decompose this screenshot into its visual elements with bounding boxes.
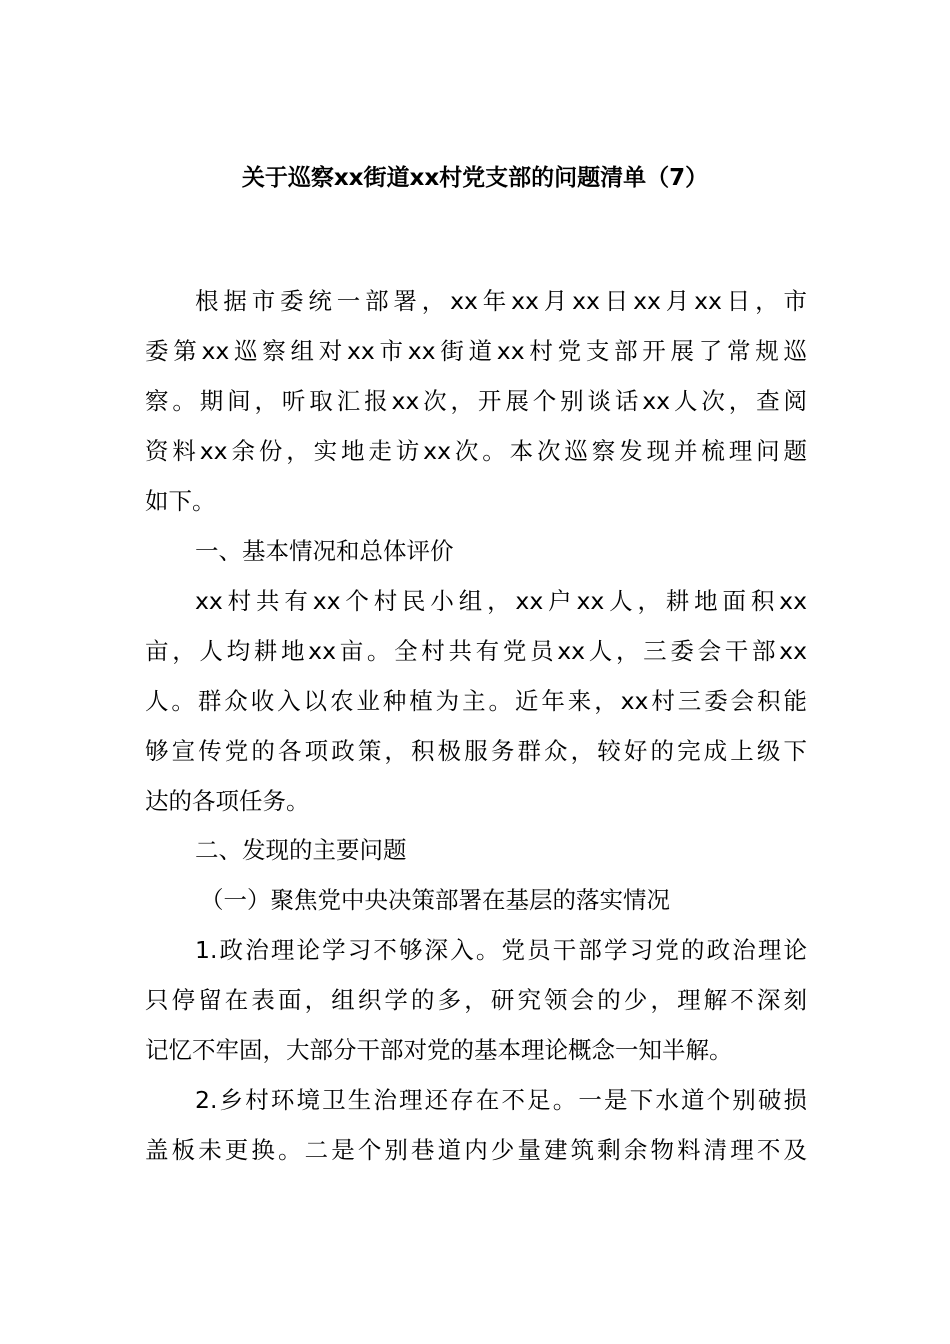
document-title: 关于巡察xx街道xx村党支部的问题清单（7） [241,165,709,191]
paragraph-line: 达的各项任务。 [145,787,310,815]
paragraph-line: 够宣传党的各项政策，积极服务群众，较好的完成上级下 [145,737,807,765]
paragraph-line: 察。期间，听取汇报xx次，开展个别谈话xx人次，查阅 [145,387,807,415]
paragraph-line: 资料xx余份，实地走访xx次。本次巡察发现并梳理问题 [145,437,807,465]
section-heading: 一、基本情况和总体评价 [195,537,454,565]
paragraph-line: 只停留在表面，组织学的多，研究领会的少，理解不深刻 [145,986,807,1014]
paragraph-line: 1.政治理论学习不够深入。党员干部学习党的政治理论 [195,936,807,964]
paragraph-line: 根据市委统一部署，xx年xx月xx日xx月xx日，市 [195,287,807,315]
paragraph-line: xx村共有xx个村民小组，xx户xx人，耕地面积xx [195,587,807,615]
paragraph-line: 盖板未更换。二是个别巷道内少量建筑剩余物料清理不及 [145,1136,807,1164]
paragraph-line: 记忆不牢固，大部分干部对党的基本理论概念一知半解。 [145,1036,733,1064]
subsection-heading: （一）聚焦党中央决策部署在基层的落实情况 [200,886,670,914]
paragraph-line: 人。群众收入以农业种植为主。近年来，xx村三委会积能 [145,687,807,715]
section-heading: 二、发现的主要问题 [195,836,407,864]
paragraph-line: 委第xx巡察组对xx市xx街道xx村党支部开展了常规巡 [145,337,807,365]
paragraph-line: 2.乡村环境卫生治理还存在不足。一是下水道个别破损 [195,1086,807,1114]
paragraph-line: 亩，人均耕地xx亩。全村共有党员xx人，三委会干部xx [145,637,807,665]
paragraph-line: 如下。 [145,487,216,515]
